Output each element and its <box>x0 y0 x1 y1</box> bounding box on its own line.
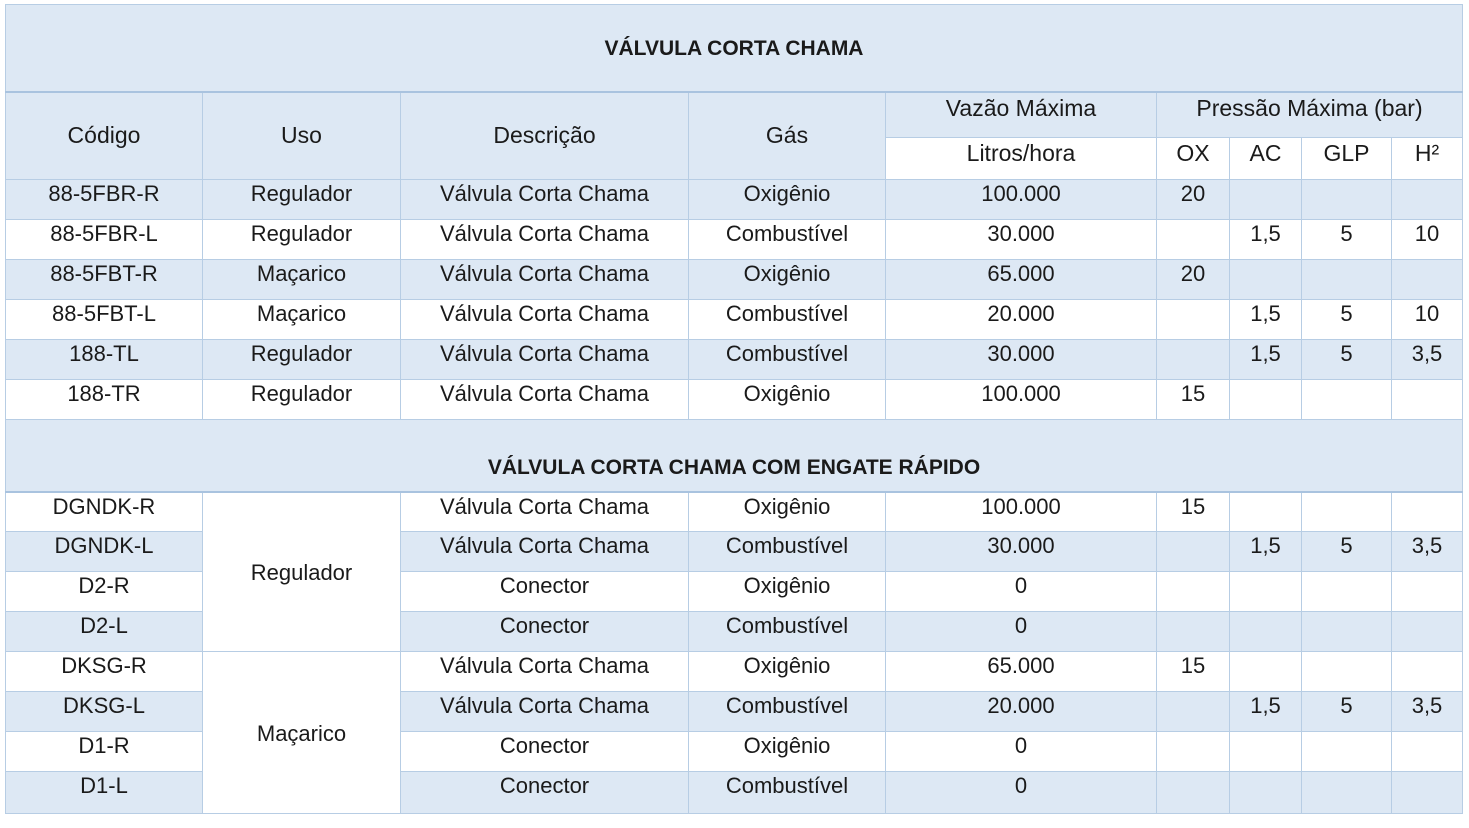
cell-ox <box>1157 532 1230 572</box>
cell-vazao: 20.000 <box>886 692 1157 732</box>
cell-vazao: 65.000 <box>886 260 1157 300</box>
cell-codigo: DGNDK-R <box>6 492 203 532</box>
cell-h2 <box>1392 180 1463 220</box>
cell-gas: Combustível <box>689 772 886 814</box>
cell-gas: Oxigênio <box>689 732 886 772</box>
table-row <box>6 380 1463 420</box>
cell-ac: 1,5 <box>1230 532 1302 572</box>
cell-vazao: 100.000 <box>886 380 1157 420</box>
cell-descricao: Válvula Corta Chama <box>401 532 689 572</box>
cell-codigo: 88-5FBR-R <box>6 180 203 220</box>
cell-vazao: 30.000 <box>886 340 1157 380</box>
header-ac: AC <box>1230 138 1302 180</box>
cell-uso: Maçarico <box>203 300 401 340</box>
cell-h2: 3,5 <box>1392 340 1463 380</box>
spec-table-container <box>5 4 1463 814</box>
cell-ac <box>1230 572 1302 612</box>
header-codigo: Código <box>6 92 203 180</box>
cell-glp: 5 <box>1302 340 1392 380</box>
cell-vazao: 0 <box>886 772 1157 814</box>
cell-ac <box>1230 380 1302 420</box>
cell-ox <box>1157 732 1230 772</box>
cell-ac: 1,5 <box>1230 220 1302 260</box>
cell-ox: 15 <box>1157 652 1230 692</box>
cell-h2 <box>1392 572 1463 612</box>
cell-codigo: DKSG-R <box>6 652 203 692</box>
cell-glp <box>1302 572 1392 612</box>
cell-h2: 10 <box>1392 300 1463 340</box>
cell-ac <box>1230 180 1302 220</box>
cell-ac <box>1230 612 1302 652</box>
cell-h2 <box>1392 380 1463 420</box>
cell-ac: 1,5 <box>1230 300 1302 340</box>
cell-gas: Combustível <box>689 612 886 652</box>
cell-ox <box>1157 340 1230 380</box>
header-h2: H² <box>1392 138 1463 180</box>
cell-h2: 3,5 <box>1392 692 1463 732</box>
cell-vazao: 0 <box>886 612 1157 652</box>
cell-h2 <box>1392 260 1463 300</box>
header-gas: Gás <box>689 92 886 180</box>
cell-gas: Oxigênio <box>689 572 886 612</box>
cell-ac <box>1230 260 1302 300</box>
cell-vazao: 100.000 <box>886 180 1157 220</box>
table-row <box>6 340 1463 380</box>
cell-codigo: 188-TL <box>6 340 203 380</box>
cell-ox <box>1157 572 1230 612</box>
cell-codigo: D2-R <box>6 572 203 612</box>
cell-gas: Combustível <box>689 340 886 380</box>
table-row <box>6 300 1463 340</box>
cell-descricao: Válvula Corta Chama <box>401 692 689 732</box>
cell-ox: 20 <box>1157 180 1230 220</box>
cell-h2 <box>1392 652 1463 692</box>
cell-ox: 20 <box>1157 260 1230 300</box>
cell-ac <box>1230 772 1302 814</box>
table-row <box>6 260 1463 300</box>
cell-vazao: 0 <box>886 732 1157 772</box>
cell-ox <box>1157 772 1230 814</box>
cell-codigo: DKSG-L <box>6 692 203 732</box>
cell-codigo: 88-5FBR-L <box>6 220 203 260</box>
cell-glp: 5 <box>1302 692 1392 732</box>
cell-vazao: 65.000 <box>886 652 1157 692</box>
cell-glp <box>1302 492 1392 532</box>
cell-glp <box>1302 180 1392 220</box>
cell-descricao: Válvula Corta Chama <box>401 220 689 260</box>
cell-gas: Combustível <box>689 692 886 732</box>
header-ox: OX <box>1157 138 1230 180</box>
cell-ac <box>1230 492 1302 532</box>
cell-codigo: 188-TR <box>6 380 203 420</box>
cell-uso-group-regulador: Regulador <box>203 492 401 652</box>
cell-ac: 1,5 <box>1230 692 1302 732</box>
cell-gas: Oxigênio <box>689 380 886 420</box>
cell-ox <box>1157 300 1230 340</box>
cell-ac <box>1230 652 1302 692</box>
cell-gas: Combustível <box>689 300 886 340</box>
cell-gas: Combustível <box>689 532 886 572</box>
cell-glp <box>1302 260 1392 300</box>
cell-h2 <box>1392 612 1463 652</box>
cell-glp: 5 <box>1302 532 1392 572</box>
header-glp: GLP <box>1302 138 1392 180</box>
cell-glp <box>1302 380 1392 420</box>
cell-gas: Oxigênio <box>689 180 886 220</box>
cell-descricao: Válvula Corta Chama <box>401 652 689 692</box>
cell-gas: Oxigênio <box>689 260 886 300</box>
cell-vazao: 100.000 <box>886 492 1157 532</box>
cell-vazao: 20.000 <box>886 300 1157 340</box>
header-pressao-maxima: Pressão Máxima (bar) <box>1157 92 1463 138</box>
table-row <box>6 180 1463 220</box>
cell-descricao: Conector <box>401 772 689 814</box>
cell-h2 <box>1392 492 1463 532</box>
cell-glp: 5 <box>1302 300 1392 340</box>
cell-ox <box>1157 220 1230 260</box>
table-row <box>6 652 1463 692</box>
cell-codigo: 88-5FBT-R <box>6 260 203 300</box>
cell-vazao: 30.000 <box>886 532 1157 572</box>
header-descricao: Descrição <box>401 92 689 180</box>
cell-ox <box>1157 612 1230 652</box>
cell-descricao: Conector <box>401 612 689 652</box>
cell-codigo: DGNDK-L <box>6 532 203 572</box>
cell-descricao: Conector <box>401 572 689 612</box>
cell-uso: Maçarico <box>203 260 401 300</box>
cell-ox: 15 <box>1157 492 1230 532</box>
section-title-main: VÁLVULA CORTA CHAMA <box>6 5 1463 92</box>
cell-h2 <box>1392 732 1463 772</box>
cell-ac <box>1230 732 1302 772</box>
cell-gas: Oxigênio <box>689 652 886 692</box>
cell-glp <box>1302 652 1392 692</box>
cell-glp <box>1302 612 1392 652</box>
cell-ox <box>1157 692 1230 732</box>
cell-vazao: 0 <box>886 572 1157 612</box>
cell-glp <box>1302 732 1392 772</box>
cell-ac: 1,5 <box>1230 340 1302 380</box>
cell-h2 <box>1392 772 1463 814</box>
header-litros-hora: Litros/hora <box>886 138 1157 180</box>
section-title-quick-coupling: VÁLVULA CORTA CHAMA COM ENGATE RÁPIDO <box>6 420 1463 492</box>
cell-descricao: Válvula Corta Chama <box>401 180 689 220</box>
cell-codigo: D1-R <box>6 732 203 772</box>
cell-codigo: D1-L <box>6 772 203 814</box>
cell-uso: Regulador <box>203 380 401 420</box>
cell-uso: Regulador <box>203 340 401 380</box>
cell-codigo: D2-L <box>6 612 203 652</box>
cell-h2: 3,5 <box>1392 532 1463 572</box>
cell-ox: 15 <box>1157 380 1230 420</box>
cell-descricao: Válvula Corta Chama <box>401 260 689 300</box>
table-row <box>6 492 1463 532</box>
cell-uso: Regulador <box>203 180 401 220</box>
header-uso: Uso <box>203 92 401 180</box>
cell-uso-group-macarico: Maçarico <box>203 652 401 814</box>
cell-glp: 5 <box>1302 220 1392 260</box>
cell-descricao: Válvula Corta Chama <box>401 492 689 532</box>
cell-gas: Combustível <box>689 220 886 260</box>
cell-uso: Regulador <box>203 220 401 260</box>
cell-gas: Oxigênio <box>689 492 886 532</box>
cell-descricao: Válvula Corta Chama <box>401 380 689 420</box>
cell-descricao: Válvula Corta Chama <box>401 300 689 340</box>
flashback-arrestor-table <box>5 4 1463 814</box>
cell-codigo: 88-5FBT-L <box>6 300 203 340</box>
table-row <box>6 220 1463 260</box>
cell-vazao: 30.000 <box>886 220 1157 260</box>
header-vazao-maxima: Vazão Máxima <box>886 92 1157 138</box>
cell-descricao: Conector <box>401 732 689 772</box>
cell-h2: 10 <box>1392 220 1463 260</box>
cell-glp <box>1302 772 1392 814</box>
cell-descricao: Válvula Corta Chama <box>401 340 689 380</box>
